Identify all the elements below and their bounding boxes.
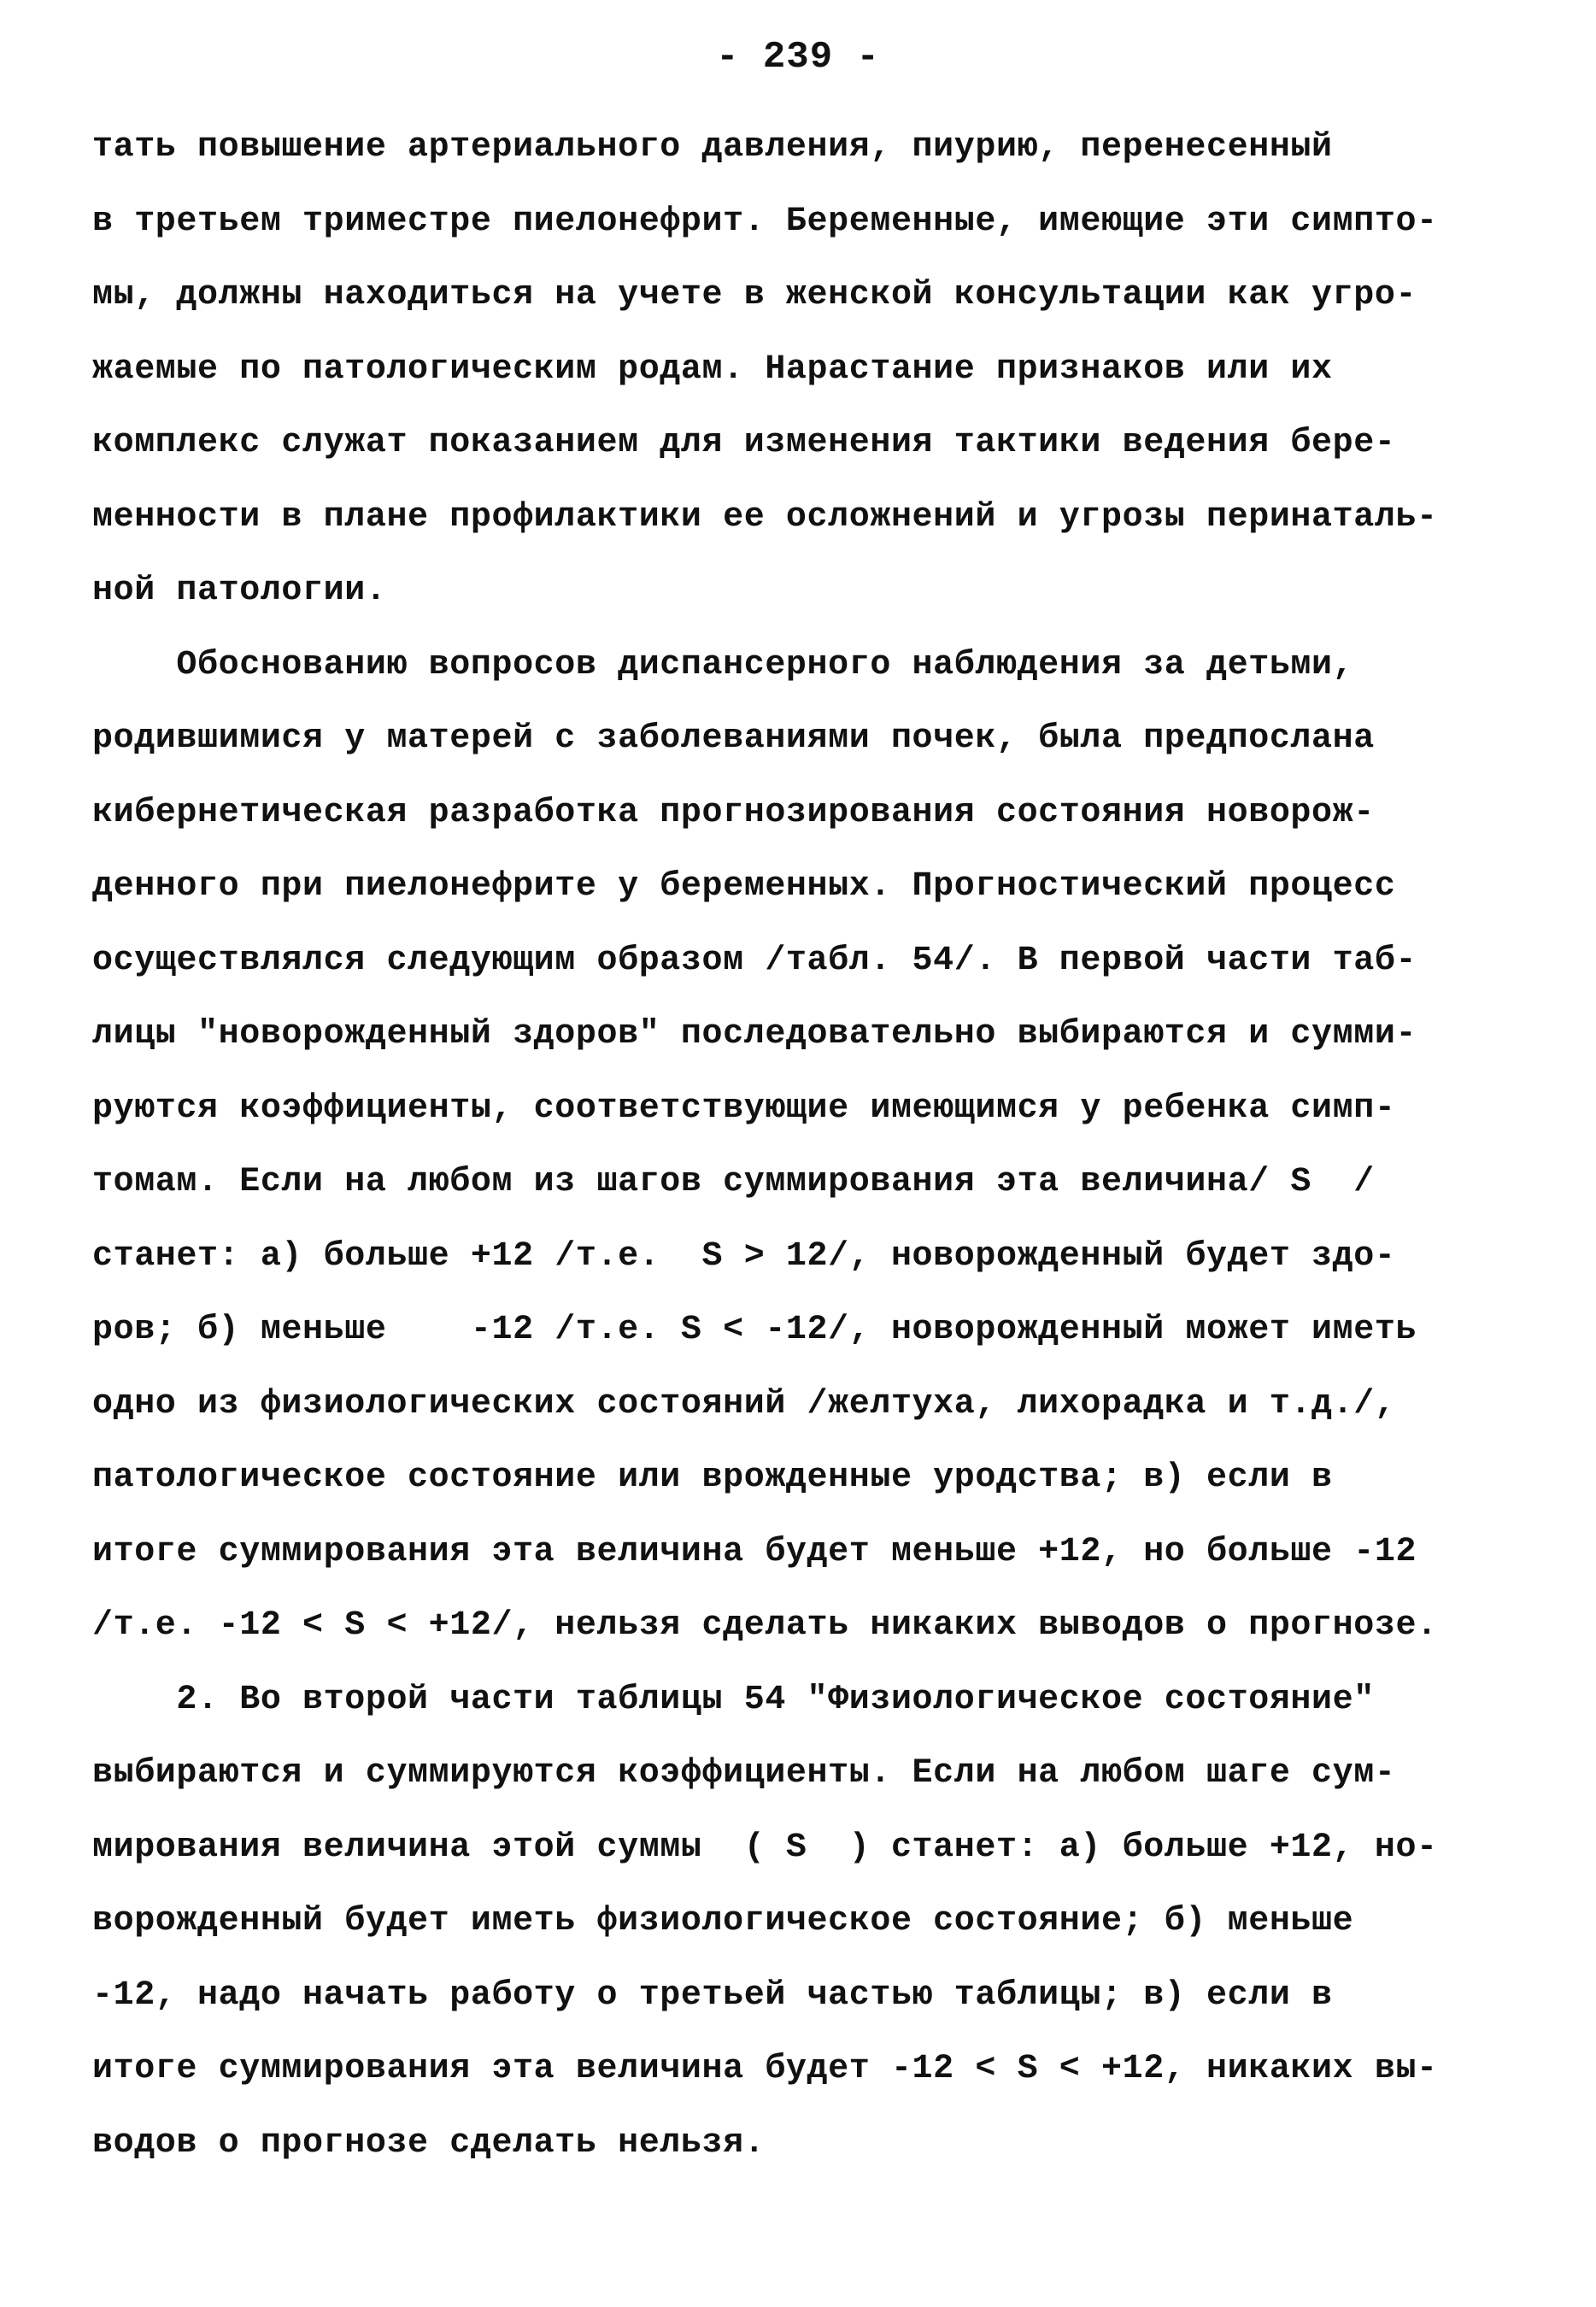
text-line: томам. Если на любом из шагов суммирования эта величина/ S / xyxy=(92,1163,1375,1201)
text-line: патологическое состояние или врожденные уродства; в) если в xyxy=(92,1459,1333,1497)
text-line: лицы "новорожденный здоров" последовательно выбираются и сумми- xyxy=(92,1015,1417,1054)
text-line: водов о прогнозе сделать нельзя. xyxy=(92,2123,766,2163)
text-line: Обоснованию вопросов диспансерного наблюдения за детьми, xyxy=(92,645,1354,684)
text-line: 2. Во второй части таблицы 54 "Физиологическое состояние" xyxy=(92,1680,1375,1719)
text-line: в третьем триместре пиелонефрит. Беременные, имеющие эти симпто- xyxy=(92,202,1438,241)
text-line: кибернетическая разработка прогнозирования состояния новорож- xyxy=(92,793,1375,832)
text-line: выбираются и суммируются коэффициенты. Если на любом шаге сум- xyxy=(92,1754,1396,1793)
text-line: итоге суммирования эта величина будет -12 < S < +12, никаких вы- xyxy=(92,2050,1438,2088)
text-line: мы, должны находиться на учете в женской консультации как угро- xyxy=(92,276,1417,314)
text-line: тать повышение артериального давления, пиурию, перенесенный xyxy=(92,128,1333,167)
text-line: -12, надо начать работу о третьей частью таблицы; в) если в xyxy=(92,1975,1333,2015)
text-line: /т.е. -12 < S < +12/, нельзя сделать никаких выводов о прогнозе. xyxy=(92,1606,1438,1645)
text-line: одно из физиологических состояний /желтуха, лихорадка и т.д./, xyxy=(92,1384,1396,1424)
text-line: менности в плане профилактики ее осложнений и угрозы перинаталь- xyxy=(92,497,1438,537)
page-number: - 239 - xyxy=(716,36,880,79)
text-line: руются коэффициенты, соответствующие имеющимся у ребенка симп- xyxy=(92,1089,1396,1128)
text-line: итоге суммирования эта величина будет меньше +12, но больше -12 xyxy=(92,1532,1417,1571)
text-line: жаемые по патологическим родам. Нарастание признаков или их xyxy=(92,349,1333,389)
text-line: ров; б) меньше -12 /т.е. S < -12/, новорожденный может иметь xyxy=(92,1311,1417,1349)
text-line: осуществлялся следующим образом /табл. 54/. В первой части таб- xyxy=(92,941,1417,980)
text-line: денного при пиелонефрите у беременных. Прогностический процесс xyxy=(92,867,1396,906)
text-line: ворожденный будет иметь физиологическое состояние; б) меньше xyxy=(92,1902,1354,1940)
text-line: родившимися у матерей с заболеваниями почек, была предпослана xyxy=(92,719,1375,758)
text-line: ной патологии. xyxy=(92,572,387,610)
document-body xyxy=(92,111,1528,2181)
text-line: мирования величина этой суммы ( S ) станет: а) больше +12, но- xyxy=(92,1828,1438,1867)
text-line: станет: а) больше +12 /т.е. S > 12/, новорожденный будет здо- xyxy=(92,1236,1396,1276)
text-line: комплекс служат показанием для изменения тактики ведения бере- xyxy=(92,424,1396,462)
